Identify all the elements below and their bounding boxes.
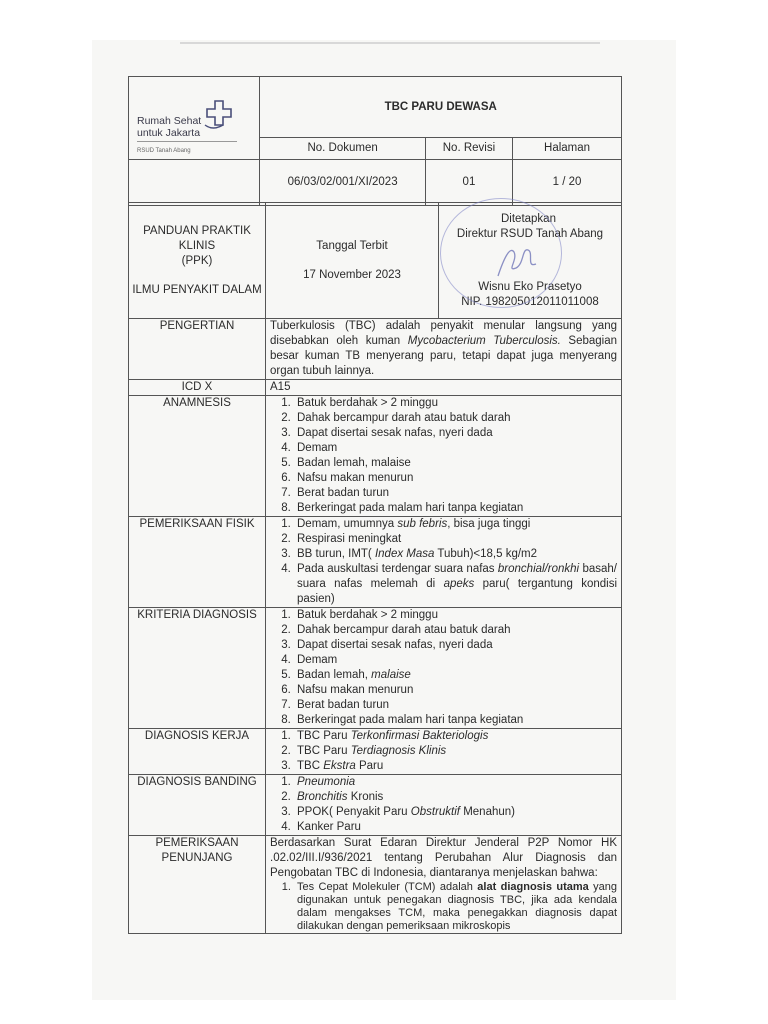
fisik-label: PEMERIKSAAN FISIK (129, 517, 266, 608)
revision-label: No. Revisi (425, 138, 512, 160)
document-header-table (128, 76, 622, 206)
doc-number-value: 06/03/02/001/XI/2023 (260, 160, 425, 206)
list-item: 3. Dapat disertai sesak nafas, nyeri dada (294, 426, 617, 441)
list-item: 2. Dahak bercampur darah atau batuk darah (294, 623, 617, 638)
list-item: 1. TBC Paru Terkonfirmasi Bakteriologis (294, 729, 617, 744)
director-nip: NIP. 198205012011011008 (461, 295, 599, 308)
guide-type-cell (129, 203, 266, 319)
guide-type-line-3: (PPK) (181, 254, 213, 267)
list-item: 1. Pneumonia (294, 775, 617, 790)
list-item: 1. Batuk berdahak > 2 minggu (294, 396, 617, 411)
list-item: 8. Berkeringat pada malam hari tanpa kegiatan (294, 501, 617, 516)
icd-value: A15 (266, 380, 622, 396)
icd-label: ICD X (129, 380, 266, 396)
list-item: 7. Berat badan turun (294, 698, 617, 713)
list-item: 2. Bronchitis Kronis (294, 790, 617, 805)
list-item: 7. Berat badan turun (294, 486, 617, 501)
fisik-list (270, 517, 617, 607)
banding-label: DIAGNOSIS BANDING (129, 775, 266, 836)
penunjang-paragraph: Berdasarkan Surat Edaran Direktur Jenderal P2P Nomor HK .02.02/III.I/936/2021 tentang Perubahan Alur Diagnosis dan Pengobatan TBC di Indonesia, diantaranya menjelaskan bahwa: (270, 837, 617, 879)
list-item: 4. Demam (294, 441, 617, 456)
director-title: Direktur RSUD Tanah Abang (456, 227, 604, 240)
pengertian-term: Mycobacterium Tuberculosis. (407, 335, 561, 347)
director-name: Wisnu Eko Prasetyo (478, 280, 582, 293)
list-item: 2. TBC Paru Terdiagnosis Klinis (294, 744, 617, 759)
hospital-logo (129, 77, 260, 160)
logo-line-2: untuk Jakarta (137, 127, 201, 139)
banding-list (270, 775, 617, 835)
penunjang-list (270, 881, 617, 933)
list-item: 4. Demam (294, 653, 617, 668)
kerja-list (270, 729, 617, 774)
anamnesis-list (270, 396, 617, 516)
page-value: 1 / 20 (513, 160, 622, 206)
list-item: 2. Respirasi meningkat (294, 532, 617, 547)
issue-date-cell (266, 203, 439, 319)
guide-type-line-1: PANDUAN PRAKTIK (143, 224, 251, 237)
list-item: 4. Kanker Paru (294, 820, 617, 835)
list-item: 6. Nafsu makan menurun (294, 683, 617, 698)
list-item: 3. BB turun, IMT( Index Masa Tubuh)<18,5 kg/m2 (294, 547, 617, 562)
kerja-label: DIAGNOSIS KERJA (129, 729, 266, 775)
page-label: Halaman (513, 138, 622, 160)
approval-cell (439, 203, 622, 319)
list-item: 3. Dapat disertai sesak nafas, nyeri dada (294, 638, 617, 653)
revision-value: 01 (425, 160, 512, 206)
kriteria-list (270, 608, 617, 728)
doc-number-label: No. Dokumen (260, 138, 425, 160)
kriteria-label: KRITERIA DIAGNOSIS (129, 608, 266, 729)
list-item: 1. Demam, umumnya sub febris, bisa juga tinggi (294, 517, 617, 532)
approval-label: Ditetapkan (501, 212, 556, 225)
issue-date-label: Tanggal Terbit (316, 239, 388, 252)
list-item: 3. TBC Ekstra Paru (294, 759, 617, 774)
anamnesis-label: ANAMNESIS (129, 396, 266, 517)
pengertian-text-1: Tuberkulosis (TBC) adalah penyakit menular langsung yang disebabkan oleh kuman (270, 320, 617, 347)
clinical-guide-table (128, 202, 622, 934)
guide-type-line-2: KLINIS (178, 239, 216, 252)
list-item: 5. Badan lemah, malaise (294, 456, 617, 471)
issue-date-value: 17 November 2023 (303, 268, 401, 281)
document-title: TBC PARU DEWASA (260, 77, 622, 138)
department-name: ILMU PENYAKIT DALAM (132, 283, 262, 296)
list-item: 8. Berkeringat pada malam hari tanpa kegiatan (294, 713, 617, 728)
penunjang-label: PEMERIKSAAN PENUNJANG (129, 836, 266, 934)
logo-line-1: Rumah Sehat (137, 115, 202, 127)
logo-subtitle: RSUD Tanah Abang (137, 148, 191, 154)
list-item: 5. Badan lemah, malaise (294, 668, 617, 683)
list-item: 4. Pada auskultasi terdengar suara nafas bronchial/ronkhi basah/ suara nafas melemah di apeks paru( tergantung kondisi pasien) (294, 562, 617, 607)
list-item: 3. PPOK( Penyakit Paru Obstruktif Menahun) (294, 805, 617, 820)
pengertian-content (266, 319, 622, 380)
list-item: 6. Nafsu makan menurun (294, 471, 617, 486)
list-item: 1. Batuk berdahak > 2 minggu (294, 608, 617, 623)
pengertian-text-2: Sebagian besar kuman TB menyerang paru, tetapi dapat juga menyerang organ tubuh lainnya. (270, 335, 618, 377)
pengertian-label: PENGERTIAN (129, 319, 266, 380)
page-edge-line (180, 42, 600, 44)
list-item: 2. Dahak bercampur darah atau batuk darah (294, 411, 617, 426)
list-item: 1. Tes Cepat Molekuler (TCM) adalah alat diagnosis utama yang digunakan untuk penegakan diagnosis TBC, jika ada kendala dalam mengakses TCM, maka penegakkan diagnosis dapat dilakukan dengan pemeriksaan mikroskopis (294, 881, 617, 933)
